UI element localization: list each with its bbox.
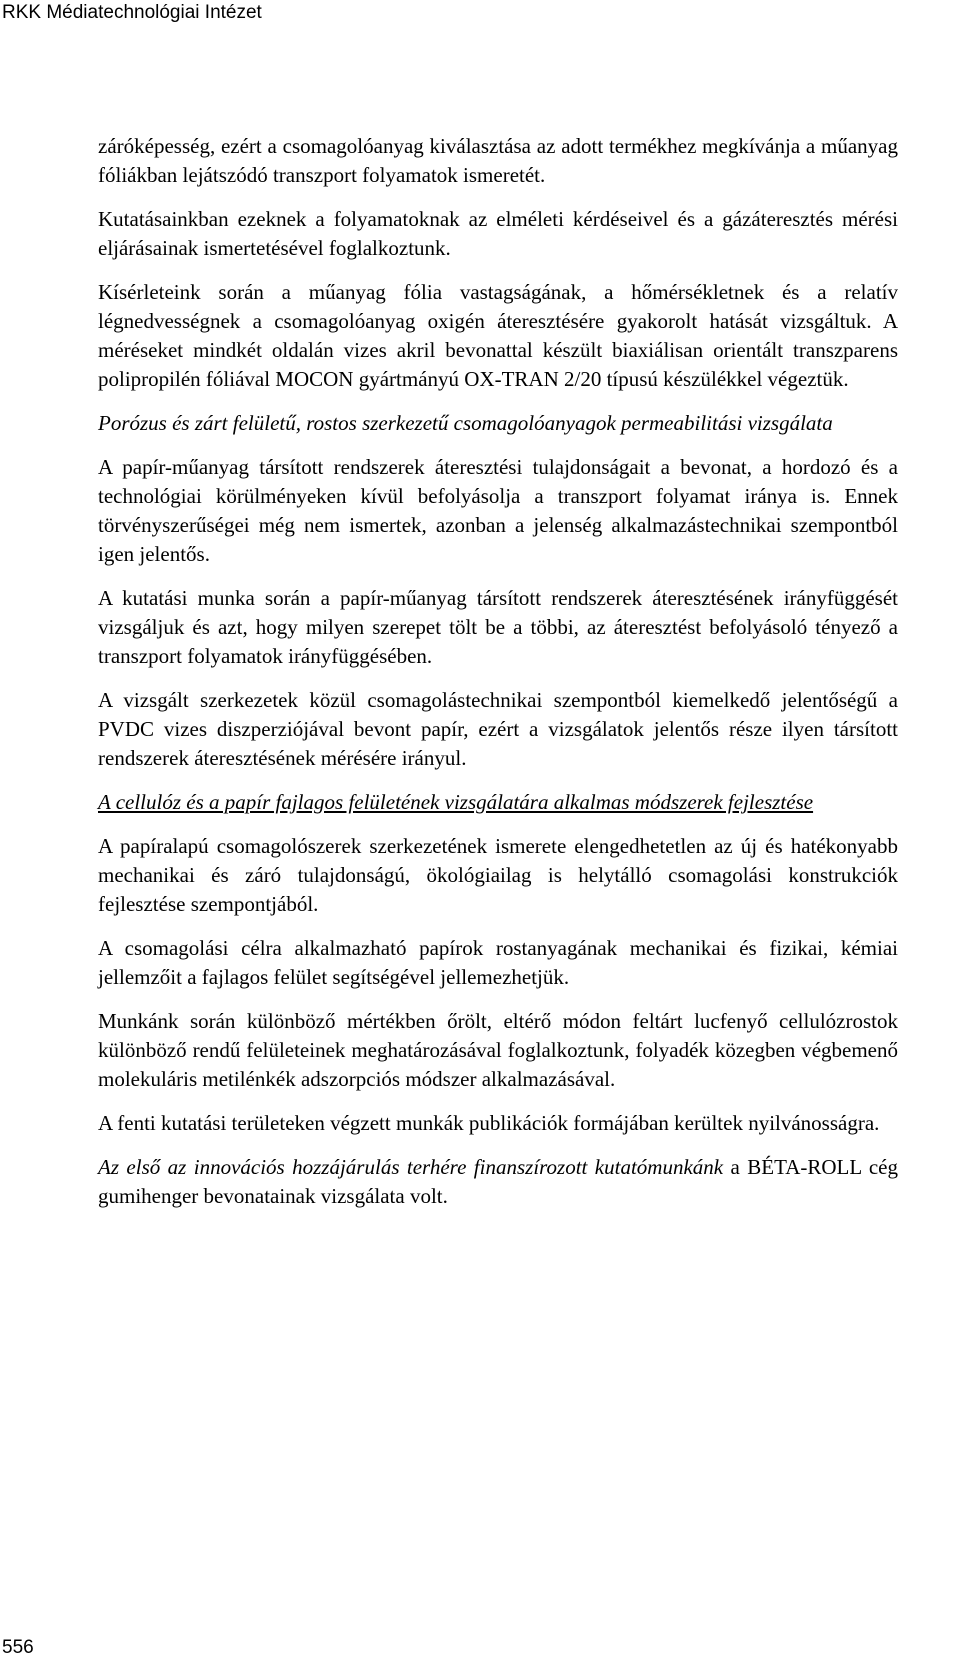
document-body — [98, 132, 898, 1226]
paragraph-6: A kutatási munka során a papír-műanyag társított rendszerek áteresztésének irányfüggését vizsgáljuk és azt, hogy milyen szerepet tölt be a többi, az áteresztést befolyásoló tényező a transzport folyamatok irányfüggésében. — [98, 586, 898, 668]
paragraph-5: A papír-műanyag társított rendszerek áteresztési tulajdonságait a bevonat, a hordozó és a technológiai körülményeken kívül befolyásolja a transzport folyamat iránya is. Ennek törvényszerűségei még nem ismertek, azonban a jelenség alkalmazástechnikai szempontból igen jelentős. — [98, 455, 898, 566]
running-header: RKK Médiatechnológiai Intézet — [2, 2, 262, 23]
paragraph-2: Kutatásainkban ezeknek a folyamatoknak az elméleti kérdéseivel és a gázáteresztés mérési eljárásainak ismertetésével foglalkoztunk. — [98, 207, 898, 260]
paragraph-3: Kísérleteink során a műanyag fólia vastagságának, a hőmérsékletnek és a relatív légnedvességnek a csomagolóanyag oxigén áteresztésére gyakorolt hatását vizsgáltuk. A méréseket mindkét oldalán vizes akril bevonattal készült biaxiálisan orientált transzparens polipropilén fóliával MOCON gyártmányú OX-TRAN 2/20 típusú készülékkel végeztük. — [98, 280, 898, 391]
section-heading-cellulose: A cellulóz és a papír fajlagos felületének vizsgálatára alkalmas módszerek fejlesztése — [98, 790, 814, 814]
section-heading-porous: Porózus és zárt felületű, rostos szerkezetű csomagolóanyagok permeabilitási vizsgálata — [98, 411, 833, 435]
paragraph-1: záróképesség, ezért a csomagolóanyag kiválasztása az adott termékhez megkívánja a műanyag fóliákban lejátszódó transzport folyamatok ismeretét. — [98, 134, 898, 187]
paragraph-9: A papíralapú csomagolószerek szerkezetének ismerete elengedhetetlen az új és hatékonyabb mechanikai és záró tulajdonságú, ökológiailag is helytálló csomagolási konstrukciók fejlesztése szempontjából. — [98, 834, 898, 916]
paragraph-11: Munkánk során különböző mértékben őrölt, eltérő módon feltárt lucfenyő cellulózrostok különböző rendű felületeinek meghatározásával foglalkoztunk, folyadék közegben végbemenő molekuláris metilénkék adszorpciós módszer alkalmazásával. — [98, 1009, 898, 1091]
paragraph-12: A fenti kutatási területeken végzett munkák publikációk formájában kerültek nyilvánosságra. — [98, 1111, 880, 1135]
paragraph-10: A csomagolási célra alkalmazható papírok rostanyagának mechanikai és fizikai, kémiai jellemzőit a fajlagos felület segítségével jellemezhetjük. — [98, 936, 898, 989]
paragraph-7: A vizsgált szerkezetek közül csomagolástechnikai szempontból kiemelkedő jelentőségű a PVDC vizes diszperziójával bevont papír, ezért a vizsgálatok jelentős része ilyen társított rendszerek áteresztésének mérésére irányul. — [98, 688, 898, 770]
paragraph-13-normal: a BÉTA-ROLL cég gumihenger bevonatainak vizsgálata volt. — [98, 1155, 898, 1208]
paragraph-13 — [98, 1153, 898, 1211]
paragraph-13-italic: Az első az innovációs hozzájárulás terhére finanszírozott kutatómunkánk — [98, 1155, 724, 1179]
page-number: 556 — [2, 1637, 34, 1658]
